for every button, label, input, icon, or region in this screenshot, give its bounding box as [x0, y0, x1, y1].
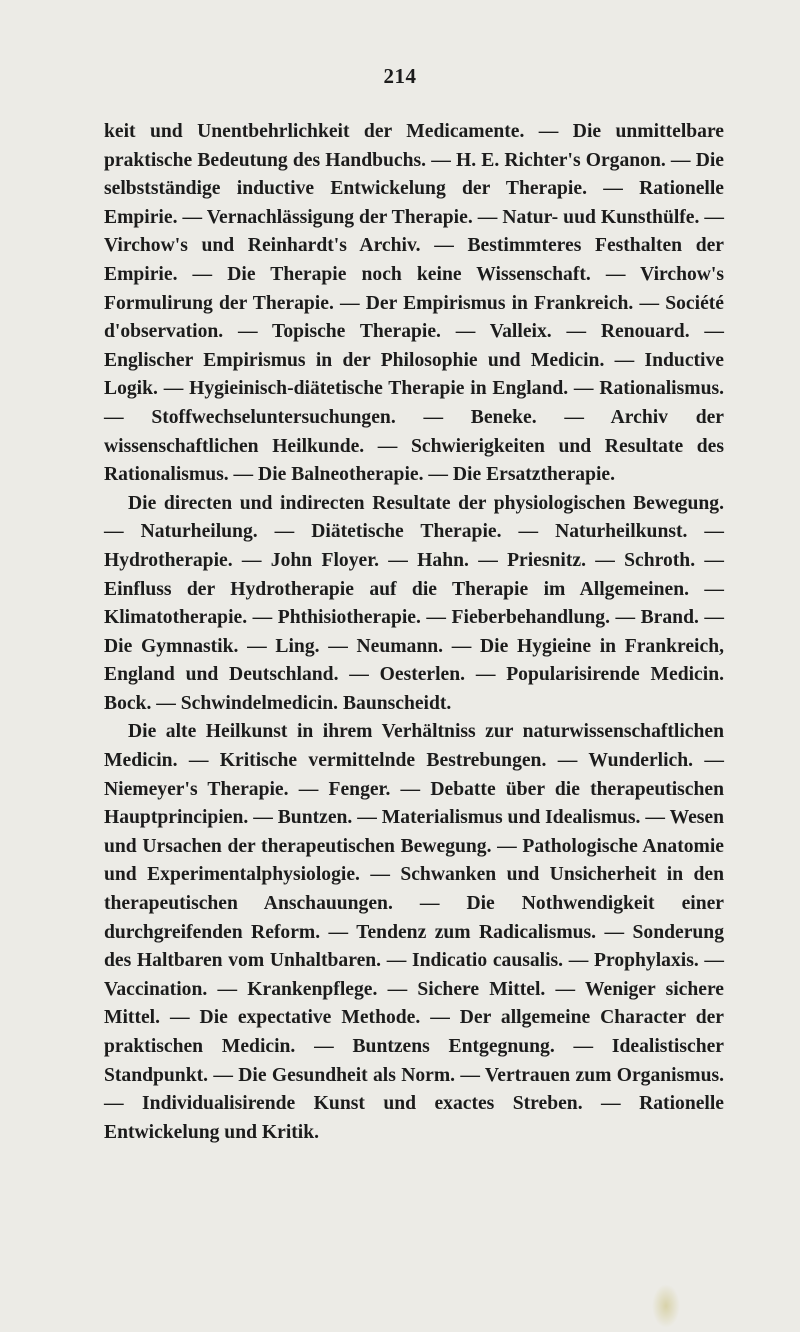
paper-stain: [652, 1284, 680, 1328]
page-number: 214: [383, 64, 417, 88]
paragraph-1: keit und Unentbehrlichkeit der Medicamente. — Die unmittelbare praktische Bedeutung des Handbuchs. — H. E. Richter's Organon. — Die selbstständige inductive Entwickelung der Therapie. — Rationelle Empirie. — Vernachlässigung der Therapie. — Natur- uud Kunsthülfe. — Virchow's und Reinhardt's Archiv. — Bestimmteres Festhalten der Empirie. — Die Therapie noch keine Wissenschaft. — Virchow's Formulirung der Therapie. — Der Empirismus in Frankreich. — Société d'observation. — Topische Therapie. — Valleix. — Renouard. — Englischer Empirismus in der Philosophie und Medicin. — Inductive Logik. — Hygieinisch-diätetische Therapie in England. — Rationalismus. — Stoffwechseluntersuchungen. — Beneke. — Archiv der wissenschaftlichen Heilkunde. — Schwierigkeiten und Resultate des Rationalismus. — Die Balneotherapie. — Die Ersatztherapie.: [104, 121, 724, 486]
paragraph-3: Die alte Heilkunst in ihrem Verhältniss zur naturwissenschaftlichen Medicin. — Kritische vermittelnde Bestrebungen. — Wunderlich. — Niemeyer's Therapie. — Fenger. — Debatte über die therapeutischen Hauptprincipien. — Buntzen. — Materialismus und Idealismus. — Wesen und Ursachen der therapeutischen Bewegung. — Pathologische Anatomie und Experimentalphysiologie. — Schwanken und Unsicherheit in den therapeutischen Anschauungen. — Die Nothwendigkeit einer durchgreifenden Reform. — Tendenz zum Radicalismus. — Sonderung des Haltbaren vom Unhaltbaren. — Indicatio causalis. — Prophylaxis. — Vaccination. — Krankenpflege. — Sichere Mittel. — Weniger sichere Mittel. — Die expectative Methode. — Der allgemeine Character der praktischen Medicin. — Buntzens Entgegnung. — Idealistischer Standpunkt. — Die Gesundheit als Norm. — Vertrauen zum Organismus. — Individualisirende Kunst und exactes Streben. — Rationelle Entwickelung und Kritik.: [104, 721, 724, 1143]
body-text: [104, 118, 724, 1147]
paragraph-2: Die directen und indirecten Resultate der physiologischen Bewegung. — Naturheilung. — Diätetische Therapie. — Naturheilkunst. — Hydrotherapie. — John Floyer. — Hahn. — Priesnitz. — Schroth. — Einfluss der Hydrotherapie auf die Therapie im Allgemeinen. — Klimatotherapie. — Phthisiotherapie. — Fieberbehandlung. — Brand. — Die Gymnastik. — Ling. — Neumann. — Die Hygieine in Frankreich, England und Deutschland. — Oesterlen. — Popularisirende Medicin. Bock. — Schwindelmedicin. Baunscheidt.: [104, 492, 724, 714]
